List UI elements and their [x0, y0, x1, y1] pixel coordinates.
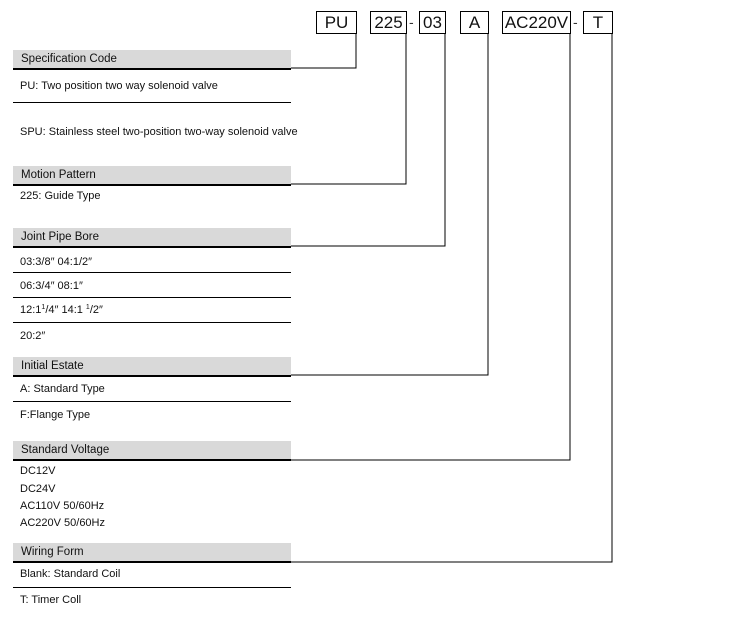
connector-spec — [291, 34, 356, 68]
code-segment-03: 03 — [419, 11, 446, 34]
voltage-item-ac220v: AC220V 50/60Hz — [20, 517, 105, 529]
code-segment-a: A — [460, 11, 489, 34]
code-segment-t: T — [583, 11, 613, 34]
divider — [13, 401, 291, 402]
divider — [13, 322, 291, 323]
bore-row-1: 03:3/8″ 04:1/2″ — [20, 256, 93, 268]
estate-line-a: A: Standard Type — [20, 383, 105, 395]
bore-row-3-sup-2: 1 — [85, 304, 90, 311]
code-dash-2: - — [573, 14, 578, 30]
divider — [13, 272, 291, 273]
bore-row-3-sup-1: 1 — [41, 304, 46, 311]
connector-estate — [291, 34, 488, 375]
spec-line-pu: PU: Two position two way solenoid valve — [20, 80, 218, 92]
header-wiring-form: Wiring Form — [13, 543, 291, 563]
header-specification-code: Specification Code — [13, 50, 291, 70]
bore-row-3-b: /4″ 14:1 — [45, 304, 86, 316]
wiring-line-t: T: Timer Coll — [20, 594, 82, 606]
connector-voltage — [291, 34, 570, 460]
code-segment-225: 225 — [370, 11, 407, 34]
bore-row-3-a: 12:1 — [20, 304, 42, 316]
code-dash-1: - — [409, 14, 414, 30]
spec-line-spu: SPU: Stainless steel two-position two-way solenoid valve — [20, 126, 298, 138]
connector-motion — [291, 34, 406, 184]
header-initial-estate: Initial Estate — [13, 357, 291, 377]
header-joint-pipe-bore: Joint Pipe Bore — [13, 228, 291, 248]
bore-row-4: 20:2″ — [20, 330, 46, 342]
voltage-item-dc12v: DC12V — [20, 465, 56, 477]
code-segment-pu: PU — [316, 11, 357, 34]
voltage-item-dc24v: DC24V — [20, 483, 56, 495]
divider — [13, 102, 291, 103]
header-standard-voltage: Standard Voltage — [13, 441, 291, 461]
code-segment-ac220v: AC220V — [502, 11, 571, 34]
header-motion-pattern: Motion Pattern — [13, 166, 291, 186]
connector-wiring — [291, 34, 612, 562]
bore-row-2: 06:3/4″ 08:1″ — [20, 280, 83, 292]
estate-line-f: F:Flange Type — [20, 409, 91, 421]
bore-row-3-c: /2″ — [89, 304, 103, 316]
connector-bore — [291, 34, 445, 246]
voltage-item-ac110v: AC110V 50/60Hz — [20, 500, 105, 512]
motion-line-225: 225: Guide Type — [20, 190, 101, 202]
wiring-line-blank: Blank: Standard Coil — [20, 568, 121, 580]
divider — [13, 587, 291, 588]
divider — [13, 297, 291, 298]
bore-row-3 — [20, 304, 103, 316]
